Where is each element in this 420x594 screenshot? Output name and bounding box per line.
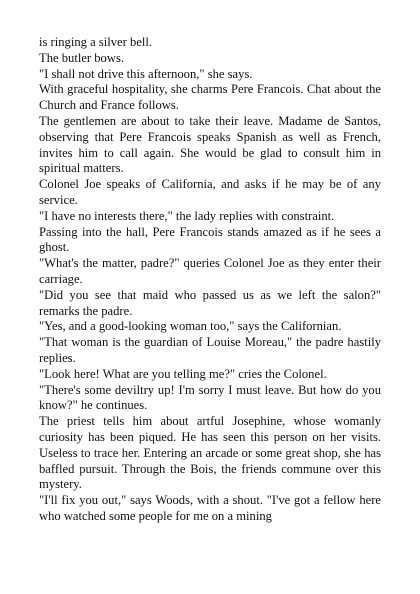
paragraph: Colonel Joe speaks of California, and asks if he may be of any service.: [39, 177, 381, 207]
paragraph: The butler bows.: [39, 50, 124, 65]
paragraph: Passing into the hall, Pere Francois stands amazed as if he sees a ghost.: [39, 224, 381, 255]
paragraph: "I have no interests there," the lady replies with constraint.: [39, 208, 335, 223]
paragraph: "There's some deviltry up! I'm sorry I must leave. But how do you know?" he continues.: [39, 382, 381, 413]
paragraph: "Yes, and a good-looking woman too," says the Californian.: [39, 319, 342, 334]
page-text-block: [39, 35, 381, 525]
paragraph: The gentlemen are about to take their leave. Madame de Santos, observing that Pere Francois speaks Spanish as well as French, invites him to call again. She would be glad to consult him in spiritual matters.: [39, 113, 381, 176]
paragraph: "Did you see that maid who passed us as we left the salon?" remarks the padre.: [39, 287, 381, 318]
paragraph: "That woman is the guardian of Louise Moreau," the padre hastily replies.: [39, 335, 381, 365]
paragraph: "I shall not drive this afternoon," she says.: [39, 66, 253, 81]
paragraph: "Look here! What are you telling me?" cries the Colonel.: [39, 366, 327, 381]
paragraph: is ringing a silver bell.: [39, 35, 152, 49]
paragraph: "What's the matter, padre?" queries Colonel Joe as they enter their carriage.: [39, 256, 381, 286]
paragraph: The priest tells him about artful Josephine, whose womanly curiosity has been piqued. He has seen this person on her visits. Useless to trace her. Entering an arcade or some great shop, she has baffled pursuit. Through the Bois, the friends commune over this mystery.: [39, 414, 381, 492]
paragraph: "I'll fix you out," says Woods, with a shout. "I've got a fellow here who watched some people for me on a mining: [39, 493, 381, 523]
paragraph: With graceful hospitality, she charms Pere Francois. Chat about the Church and France follows.: [39, 82, 381, 113]
